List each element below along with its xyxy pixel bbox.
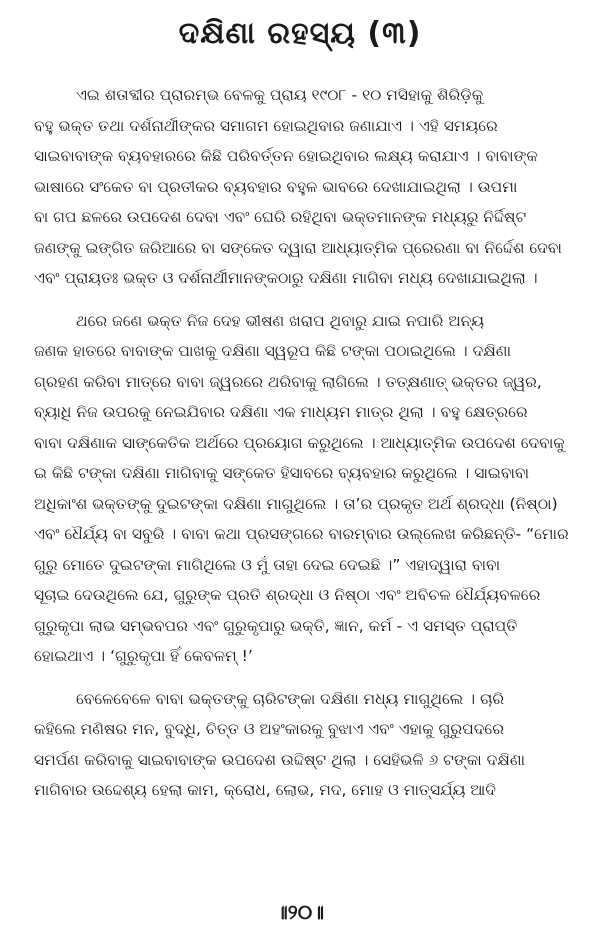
paragraph (34, 80, 580, 294)
text-line: ସମର୍ପଣ କରିବାକୁ ସାଇବାବାଙ୍କ ଉପଦେଶ ଉଦ୍ଦିଷ୍ଟ ଥିଲା । ସେହିଭଳି ୬ ଟଙ୍କା ଦକ୍ଷିଣା (34, 750, 526, 769)
text-line: ସୂଚାଇ ଦେଉଥିଲେ ଯେ, ଗୁରୁଙ୍କ ପ୍ରତି ଶ୍ରଦ୍ଧା ଓ ନିଷ୍ଠା ଏବଂ ଅବିଚଳ ଧୈର୍ଯ୍ୟବଳରେ (34, 586, 541, 604)
text-line: ଏବଂ ଧୈର୍ଯ୍ୟ ବା ସବୁରି । ବାବା କଥା ପ୍ରସଙ୍ଗରେ ବାରମ୍ବାର ଉଲ୍ଲେଖ କରିଛନ୍ତି- “ମୋର (34, 525, 569, 543)
paragraph (34, 684, 580, 806)
text-line: ଏବଂ ପ୍ରାୟତଃ ଭକ୍ତ ଓ ଦର୍ଶନାର୍ଥୀମାନଙ୍କଠାରୁ ଦକ୍ଷିଣା ମାଗିବା ମଧ୍ୟ ଦେଖାଯାଇଥିଲା । (34, 269, 538, 287)
text-line: ଅଧିକାଂଶ ଭକ୍ତଙ୍କୁ ଦୁଇଟଙ୍କା ଦକ୍ଷିଣା ମାଗୁଥିଲେ । ତା’ର ପ୍ରକୃତ ଅର୍ଥ ଶ୍ରଦ୍ଧା (ନିଷ୍ଠା) (34, 494, 558, 513)
text-line: କହିଲେ ମଣିଷର ମନ, ବୁଦ୍ଧି, ଚିତ୍ତ ଓ ଅହଂକାରକୁ ବୁଝାଏ ଏବଂ ଏହାକୁ ଗୁରୁପଦରେ (34, 720, 504, 738)
page-number: ॥୨୦॥ (275, 900, 325, 924)
text-line: ହୋଇଥାଏ । ‘ଗୁରୁକୃପା ହିଁ କେବଳମ୍ !’ (34, 647, 253, 665)
text-line: ଭାଷାରେ ସଂକେତ ବା ପ୍ରତୀକର ବ୍ୟବହାର ବହୁଳ ଭାବରେ ଦେଖାଯାଇଥିଲା । ଉପମା (34, 177, 518, 196)
page-title: ଦକ୍ଷିଣା ରହସ୍ୟ (୩) (178, 16, 422, 51)
text-line: ଥରେ ଜଣେ ଭକ୍ତ ନିଜ ଦେହ ଭୀଷଣ ଖରାପ ଥିବାରୁ ଯାଇ ନପାରି ଅନ୍ୟ (76, 311, 485, 330)
text-line: ଇ କିଛି ଟଙ୍କା ଦକ୍ଷିଣା ମାଗିବାକୁ ସଙ୍କେତ ହିସାବରେ ବ୍ୟବହାର କରୁଥିଲେ । ସାଇବାବା (34, 464, 530, 482)
text-line: ଗୁରୁକୃପା ଲାଭ ସମ୍ଭବପର ଏବଂ ଗୁରୁକୃପାରୁ ଭକ୍ତି, ଜ୍ଞାନ, କର୍ମ - ଏ ସମସ୍ତ ପ୍ରାପ୍ତି (34, 616, 518, 635)
text-line: ମାଗିବାର ଉଦ୍ଦେଶ୍ୟ ହେଲା କାମ, କ୍ରୋଧ, ଲୋଭ, ମଦ, ମୋହ ଓ ମାତ୍ସର୍ଯ୍ୟ ଆଦି (34, 781, 496, 799)
text-line: ବାବା ଦକ୍ଷିଣାକ ସାଙ୍କେତିକ ଅର୍ଥରେ ପ୍ରୟୋଗ କରୁଥିଲେ । ଆଧ୍ୟାତ୍ମିକ ଉପଦେଶ ଦେବାକୁ (34, 433, 565, 452)
text-line: ବହୁ ଭକ୍ତ ତଥା ଦର୍ଶନାର୍ଥୀଙ୍କର ସମାଗମ ହୋଇଥିବାର ଜଣାଯାଏ । ଏହି ସମୟରେ (34, 116, 498, 135)
text-line: ଏଇ ଶତାବ୍ଦୀର ପ୍ରାରମ୍ଭ ବେଳକୁ ପ୍ରାୟ ୧୯୦୮ - ୧୦ ମସିହାକୁ ଶିରିଡ଼ିକୁ (76, 86, 484, 104)
page-body (34, 80, 580, 818)
text-line: ଜଣଙ୍କୁ ଇଙ୍ଗିତ ଜରିଆରେ ବା ସଙ୍କେତ ଦ୍ୱାରା ଆଧ୍ୟାତ୍ମିକ ପ୍ରେରଣା ବା ନିର୍ଦ୍ଦେଶ ଦେବା (34, 238, 562, 257)
text-line: ବେଳେବେଳେ ବାବା ଭକ୍ତଙ୍କୁ ଚାରିଟଙ୍କା ଦକ୍ଷିଣା ମଧ୍ୟ ମାଗୁଥିଲେ । ଚାରି (76, 689, 505, 708)
text-line: ଗ୍ରହଣ କରିବା ମାତ୍ରେ ବାବା ଜ୍ୱରରେ ଥରିବାକୁ ଲାଗିଲେ । ତତ୍‌କ୍ଷଣାତ୍ ଭକ୍ତର ଜ୍ୱର, (34, 372, 542, 391)
text-line: ଗୁରୁ ମୋତେ ଦୁଇଟଙ୍କା ମାଗିଥିଲେ ଓ ମୁଁ ତାହା ଦେଇ ଦେଇଛି ।” ଏହାଦ୍ୱାରା ବାବା (34, 555, 501, 574)
text-line: ଜଣକ ହାତରେ ବାବାଙ୍କ ପାଖକୁ ଦକ୍ଷିଣା ସ୍ୱରୂପ କିଛି ଟଙ୍କା ପଠାଇଥିଲେ । ଦକ୍ଷିଣା (34, 342, 512, 360)
text-line: ବା ଗପ ଛଳରେ ଉପଦେଶ ଦେବା ଏବଂ ଘେରି ରହିଥିବା ଭକ୍ତମାନଙ୍କ ମଧ୍ୟରୁ ନିର୍ଦ୍ଦିଷ୍ଟ (34, 208, 527, 226)
paragraph (34, 306, 580, 672)
text-line: ସାଇବାବାଙ୍କ ବ୍ୟବହାରରେ କିଛି ପରିବର୍ତ୍ତନ ହୋଇଥିବାର ଲକ୍ଷ୍ୟ କରାଯାଏ । ବାବାଙ୍କ (34, 147, 538, 165)
text-line: ବ୍ୟାଧି ନିଜ ଉପରକୁ ନେଇଯିବାର ଦକ୍ଷିଣା ଏକ ମାଧ୍ୟମ ମାତ୍ର ଥିଲା । ବହୁ କ୍ଷେତ୍ରରେ (34, 403, 528, 421)
